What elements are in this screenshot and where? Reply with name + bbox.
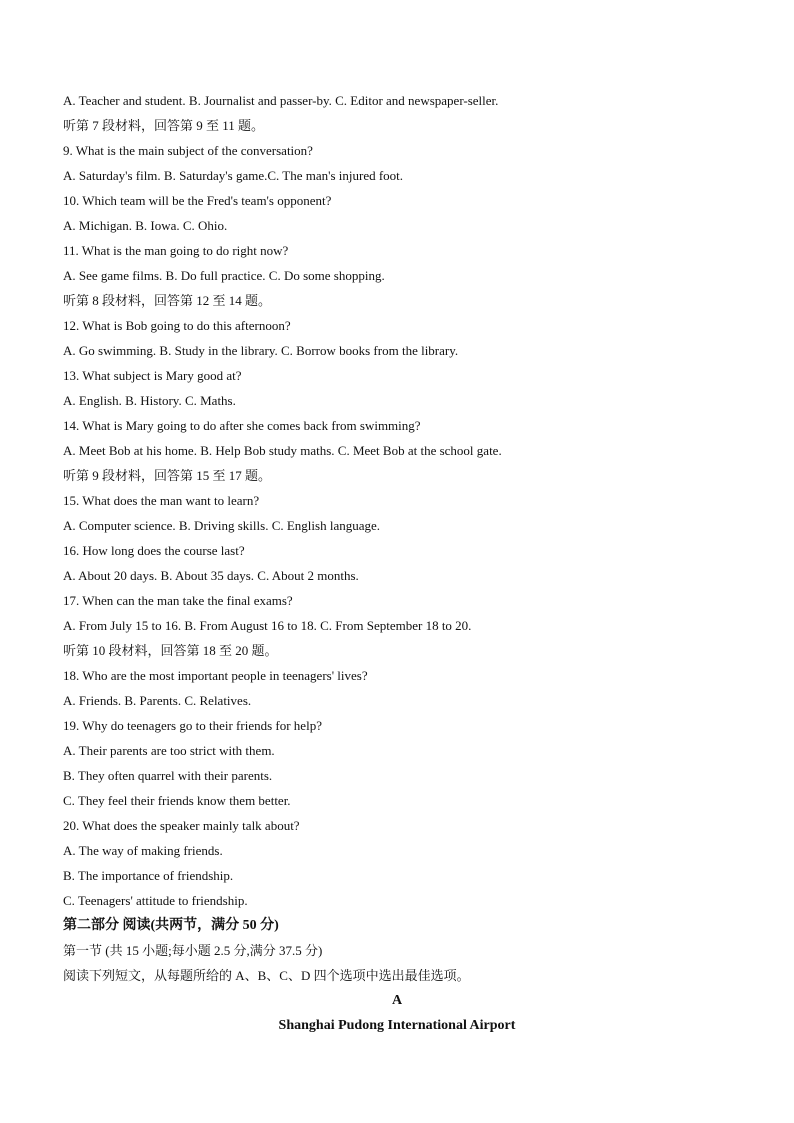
question-12: 12. What is Bob going to do this afternoon?	[63, 318, 291, 333]
answer-options-q9: A. Saturday's film. B. Saturday's game.C. The man's injured foot.	[63, 168, 404, 183]
answer-option-q19-c: C. They feel their friends know them better.	[63, 793, 291, 808]
answer-options-q16: A. About 20 days. B. About 35 days. C. About 2 months.	[63, 568, 359, 583]
section-title: 第二部分 阅读(共两节，满分 50 分)	[63, 918, 279, 933]
answer-options-q17: A. From July 15 to 16. B. From August 16 to 18. C. From September 18 to 20.	[63, 618, 472, 633]
question-10: 10. Which team will be the Fred's team's opponent?	[63, 193, 332, 208]
question-9: 9. What is the main subject of the conversation?	[63, 143, 313, 158]
answer-option-q19-a: A. Their parents are too strict with them.	[63, 743, 275, 758]
answer-options-q18: A. Friends. B. Parents. C. Relatives.	[63, 693, 252, 708]
question-17: 17. When can the man take the final exams?	[63, 593, 293, 608]
listening-instruction-8: 听第 8 段材料，回答第 12 至 14 题。	[63, 293, 272, 308]
answer-option-q20-b: B. The importance of friendship.	[63, 868, 234, 883]
listening-instruction-10: 听第 10 段材料，回答第 18 至 20 题。	[63, 643, 278, 658]
question-14: 14. What is Mary going to do after she comes back from swimming?	[63, 418, 421, 433]
page-content	[63, 88, 743, 1038]
question-19: 19. Why do teenagers go to their friends for help?	[63, 718, 322, 733]
question-18: 18. Who are the most important people in teenagers' lives?	[63, 668, 368, 683]
answer-option-q20-c: C. Teenagers' attitude to friendship.	[63, 893, 248, 908]
answer-options-q11: A. See game films. B. Do full practice. C. Do some shopping.	[63, 268, 385, 283]
question-11: 11. What is the man going to do right now?	[63, 243, 289, 258]
passage-letter	[63, 988, 731, 1013]
question-16: 16. How long does the course last?	[63, 543, 245, 558]
passage-title-text: Shanghai Pudong International Airport	[278, 1018, 516, 1033]
listening-instruction-9: 听第 9 段材料，回答第 15 至 17 题。	[63, 468, 272, 483]
section-subtitle: 第一节 (共 15 小题;每小题 2.5 分,满分 37.5 分)	[63, 943, 323, 958]
question-15: 15. What does the man want to learn?	[63, 493, 260, 508]
answer-option-q19-b: B. They often quarrel with their parents.	[63, 768, 273, 783]
passage-title	[63, 1013, 731, 1038]
answer-options-q8: A. Teacher and student. B. Journalist and passer-by. C. Editor and newspaper-seller.	[63, 93, 499, 108]
question-13: 13. What subject is Mary good at?	[63, 368, 242, 383]
answer-options-q13: A. English. B. History. C. Maths.	[63, 393, 236, 408]
listening-instruction-7: 听第 7 段材料，回答第 9 至 11 题。	[63, 118, 265, 133]
answer-options-q14: A. Meet Bob at his home. B. Help Bob study maths. C. Meet Bob at the school gate.	[63, 443, 502, 458]
answer-options-q15: A. Computer science. B. Driving skills. C. English language.	[63, 518, 381, 533]
reading-instruction: 阅读下列短文，从每题所给的 A、B、C、D 四个选项中选出最佳选项。	[63, 968, 470, 983]
passage-letter-text: A	[391, 993, 403, 1008]
answer-options-q10: A. Michigan. B. Iowa. C. Ohio.	[63, 218, 228, 233]
question-20: 20. What does the speaker mainly talk about?	[63, 818, 300, 833]
answer-option-q20-a: A. The way of making friends.	[63, 843, 223, 858]
answer-options-q12: A. Go swimming. B. Study in the library. C. Borrow books from the library.	[63, 343, 459, 358]
